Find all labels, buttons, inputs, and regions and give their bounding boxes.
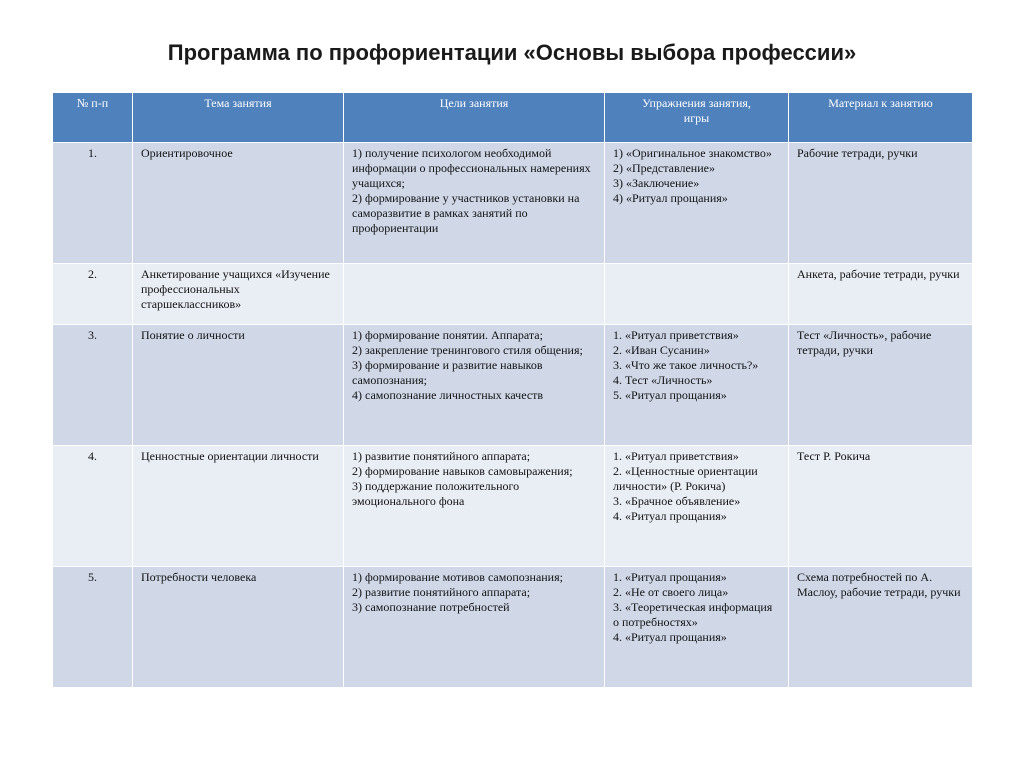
- cell-topic: Ориентировочное: [133, 143, 344, 264]
- cell-material: Тест «Личность», рабочие тетради, ручки: [789, 325, 973, 446]
- cell-goals: 1) формирование понятии. Аппарата; 2) закрепление тренингового стиля общения; 3) формирование и развитие навыков самопознания; 4) самопознание личностных качеств: [344, 325, 605, 446]
- header-topic: Тема занятия: [133, 93, 344, 143]
- cell-exercises: 1. «Ритуал прощания» 2. «Не от своего лица» 3. «Теоретическая информация о потребностях» 4. «Ритуал прощания»: [605, 567, 789, 688]
- cell-topic: Анкетирование учащихся «Изучение профессиональных старшеклассников»: [133, 264, 344, 325]
- cell-topic: Ценностные ориентации личности: [133, 446, 344, 567]
- header-material: Материал к занятию: [789, 93, 973, 143]
- cell-number: 3.: [53, 325, 133, 446]
- cell-exercises: 1. «Ритуал приветствия» 2. «Иван Сусанин» 3. «Что же такое личность?» 4. Тест «Личность» 5. «Ритуал прощания»: [605, 325, 789, 446]
- cell-material: Схема потребностей по А. Маслоу, рабочие тетради, ручки: [789, 567, 973, 688]
- table-row: [53, 446, 973, 567]
- cell-topic: Понятие о личности: [133, 325, 344, 446]
- cell-number: 4.: [53, 446, 133, 567]
- cell-exercises: [605, 264, 789, 325]
- cell-exercises: 1. «Ритуал приветствия» 2. «Ценностные ориентации личности» (Р. Рокича) 3. «Брачное объявление» 4. «Ритуал прощания»: [605, 446, 789, 567]
- cell-goals: [344, 264, 605, 325]
- header-exercises: Упражнения занятия, игры: [605, 93, 789, 143]
- table-row: [53, 264, 973, 325]
- cell-material: Анкета, рабочие тетради, ручки: [789, 264, 973, 325]
- table-header-row: [53, 93, 973, 143]
- cell-goals: 1) получение психологом необходимой информации о профессиональных намерениях учащихся; 2) формирование у участников установки на саморазвитие в рамках занятий по профориентации: [344, 143, 605, 264]
- cell-topic: Потребности человека: [133, 567, 344, 688]
- page-title: Программа по профориентации «Основы выбора профессии»: [167, 40, 857, 65]
- cell-exercises: 1) «Оригинальное знакомство» 2) «Представление» 3) «Заключение» 4) «Ритуал прощания»: [605, 143, 789, 264]
- cell-goals: 1) развитие понятийного аппарата; 2) формирование навыков самовыражения; 3) поддержание положительного эмоционального фона: [344, 446, 605, 567]
- header-number: № п-п: [53, 93, 133, 143]
- cell-material: Рабочие тетради, ручки: [789, 143, 973, 264]
- cell-number: 5.: [53, 567, 133, 688]
- cell-number: 2.: [53, 264, 133, 325]
- table-row: [53, 143, 973, 264]
- program-table: [52, 92, 973, 688]
- cell-goals: 1) формирование мотивов самопознания; 2) развитие понятийного аппарата; 3) самопознание потребностей: [344, 567, 605, 688]
- cell-number: 1.: [53, 143, 133, 264]
- table-row: [53, 567, 973, 688]
- header-goals: Цели занятия: [344, 93, 605, 143]
- cell-material: Тест Р. Рокича: [789, 446, 973, 567]
- table-row: [53, 325, 973, 446]
